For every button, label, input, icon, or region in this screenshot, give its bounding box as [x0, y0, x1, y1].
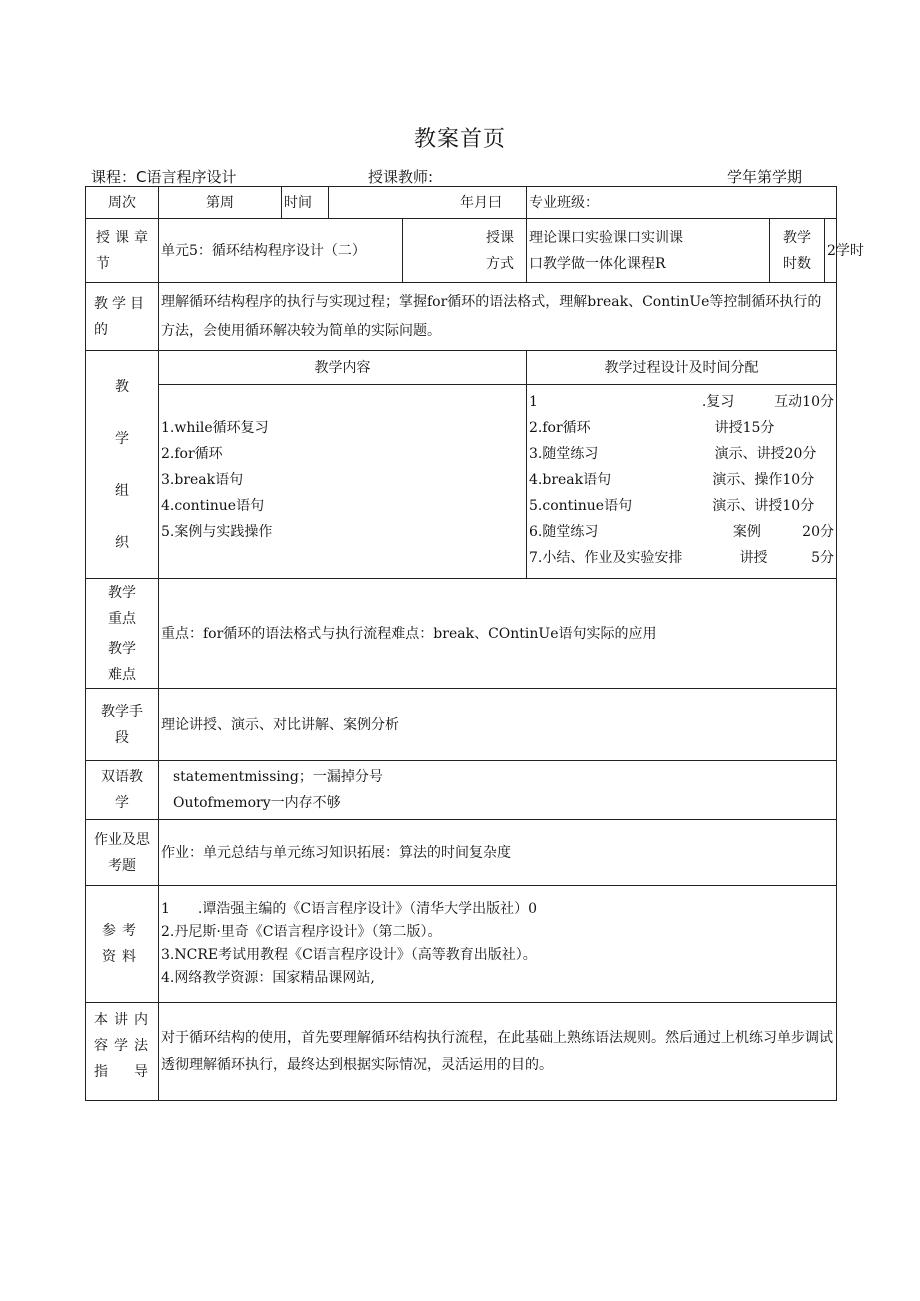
guidance-text: 对于循环结构的使用，首先要理解循环结构执行流程，在此基础上熟练语法规则。然后通过上机练习单步调试透彻理解循环执行，最终达到根据实际情况，灵活运用的目的。 — [159, 1003, 837, 1101]
process-item-name: 6.随堂练习 — [529, 524, 599, 540]
date-value: 年月曰 — [329, 187, 527, 219]
mode-line-1: 理论课口实验课口实训课 — [529, 229, 683, 246]
reference-item: 1 .谭浩强主编的《C语言程序设计》（清华大学出版社）0 — [161, 901, 537, 917]
process-item — [529, 519, 834, 545]
time-label: 时间 — [282, 187, 329, 219]
process-list — [527, 385, 837, 579]
lesson-plan-table — [85, 186, 864, 1101]
page-title: 教案首页 — [413, 127, 506, 152]
mode-line-2: 口教学做一体化课程R — [529, 255, 666, 272]
process-item-method: 讲授15分 — [714, 420, 775, 436]
chapter-value: 单元5：循环结构程序设计（二） — [159, 219, 403, 283]
content-item: 1.while循环复习 — [161, 420, 269, 436]
week-label: 周次 — [86, 187, 159, 219]
process-item-name: 5.continue语句 — [529, 498, 633, 514]
reference-item: 3.NCRE考试用教程《C语言程序设计》（高等教育出版社）。 — [161, 947, 537, 963]
process-item-method: 演示、讲授10分 — [712, 498, 815, 514]
homework-text: 作业：单元总结与单元练习知识拓展：算法的时间复杂度 — [159, 820, 837, 886]
objective-label: 教学目的 — [86, 283, 159, 351]
mode-options — [527, 219, 770, 283]
process-item-name: 4.break语句 — [529, 472, 612, 488]
homework-label: 作业及思考题 — [86, 820, 159, 886]
content-item: 3.break语句 — [161, 472, 244, 488]
bilingual-line-1: statementmissing；一漏掉分号 — [173, 769, 383, 785]
process-item-name: 2.for循环 — [529, 420, 591, 436]
term-label: 学年第学期 — [727, 168, 803, 186]
keypoints-label — [86, 579, 159, 689]
bilingual-label: 双语教学 — [86, 761, 159, 820]
process-item-time: 5分 — [811, 550, 834, 566]
process-item — [529, 545, 834, 571]
process-item — [529, 389, 834, 415]
process-item — [529, 415, 834, 441]
process-item-name: 3.随堂练习 — [529, 446, 599, 462]
keypoints-label-2: 教学难点 — [108, 640, 136, 683]
references-label: 参考资料 — [86, 886, 159, 1003]
process-header: 教学过程设计及时间分配 — [527, 351, 837, 385]
process-item-name: 1 — [529, 394, 538, 410]
teacher-label: 授课教师: — [368, 168, 434, 186]
process-item — [529, 467, 834, 493]
process-item-method: 演示、讲授20分 — [714, 446, 817, 462]
process-item-method: .复习 — [701, 394, 735, 410]
objective-text: 理解循环结构程序的执行与实现过程；掌握for循环的语法格式，理解break、ContinUe等控制循环执行的方法，会使用循环解决较为简单的实际问题。 — [159, 283, 837, 351]
class-label: 专业班级： — [527, 187, 837, 219]
process-item — [529, 493, 834, 519]
reference-item: 4.网络教学资源：国家精品课网站, — [161, 970, 375, 986]
content-item: 5.案例与实践操作 — [161, 524, 273, 540]
references-list — [159, 886, 837, 1003]
bilingual-text — [159, 761, 837, 820]
process-item — [529, 441, 834, 467]
course-name: 课程：C语言程序设计 — [91, 168, 237, 186]
process-item-time: 20分 — [802, 524, 834, 540]
hours-value: 2学时 — [825, 219, 837, 283]
content-header: 教学内容 — [159, 351, 527, 385]
keypoints-label-1: 教学重点 — [108, 584, 136, 627]
bilingual-line-2: Outofmemory一内存不够 — [173, 795, 341, 811]
organization-label — [86, 351, 159, 579]
week-value: 第周 — [159, 187, 282, 219]
organization-label-char: 组 — [115, 482, 129, 499]
process-item-method: 案例 — [732, 524, 761, 540]
methods-label: 教学手段 — [86, 689, 159, 761]
chapter-label: 授课章节 — [86, 219, 159, 283]
organization-label-char: 教 — [115, 378, 129, 395]
keypoints-text: 重点：for循环的语法格式与执行流程难点：break、COntinUe语句实际的应用 — [159, 579, 837, 689]
content-item: 4.continue语句 — [161, 498, 265, 514]
organization-label-char: 学 — [115, 430, 129, 447]
process-item-method: 演示、操作10分 — [712, 472, 815, 488]
guidance-label: 本讲内容学法指导 — [86, 1003, 159, 1101]
hours-label: 教学时数 — [770, 219, 825, 283]
process-item-name: 7.小结、作业及实验安排 — [529, 550, 683, 566]
process-item-method: 讲授 — [739, 550, 768, 566]
organization-label-char: 织 — [115, 534, 129, 551]
mode-label: 授课方式 — [403, 219, 527, 283]
methods-text: 理论讲授、演示、对比讲解、案例分析 — [159, 689, 837, 761]
process-item-time: 互动10分 — [774, 394, 834, 410]
content-list — [159, 385, 527, 579]
content-item: 2.for循环 — [161, 446, 223, 462]
reference-item: 2.丹尼斯·里奇《C语言程序设计》（第二版）。 — [161, 924, 442, 940]
